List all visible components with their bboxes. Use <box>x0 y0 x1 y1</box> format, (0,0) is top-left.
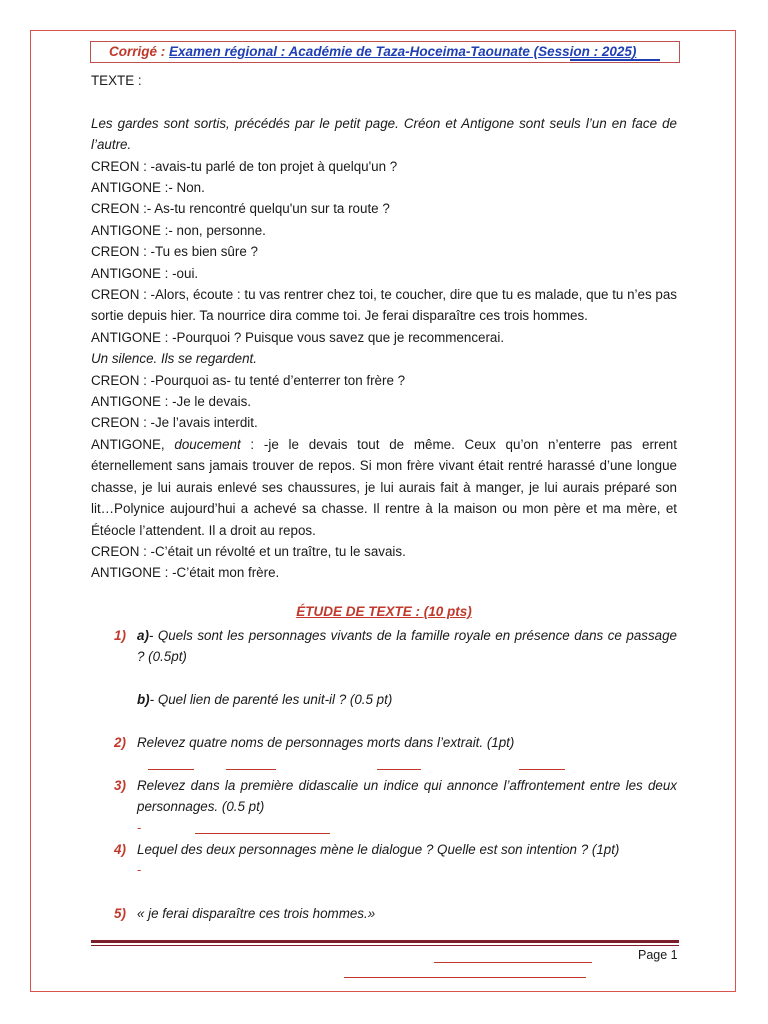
question-2 <box>91 732 677 753</box>
question-4-number: 4) <box>114 842 126 857</box>
question-1a-label: a) <box>137 628 149 643</box>
answer-line <box>226 769 276 770</box>
question-1a-text: - Quels sont les personnages vivants de la famille royale en présence dans ce passage ? (0.5pt) <box>137 628 677 665</box>
dialogue-line: ANTIGONE :- Non. <box>91 180 205 196</box>
dialogue-line: ANTIGONE : -Je le devais. <box>91 394 251 410</box>
question-4-text: Lequel des deux personnages mène le dialogue ? Quelle est son intention ? (1pt) <box>137 842 620 857</box>
header-prefix: Corrigé : <box>109 44 170 59</box>
dialogue-line: CREON : -Pourquoi as- tu tenté d’enterrer ton frère ? <box>91 372 406 388</box>
question-1-number: 1) <box>114 628 126 643</box>
question-5-text: « je ferai disparaître ces trois hommes.» <box>137 906 376 921</box>
question-5 <box>91 903 677 924</box>
answer-line <box>519 769 565 770</box>
answer-dash: - <box>137 862 142 877</box>
stage-direction-2: Un silence. Ils se regardent. <box>91 351 257 367</box>
header-underline <box>570 59 660 61</box>
question-4 <box>91 839 677 860</box>
question-3-text: Relevez dans la première didascalie un indice qui annonce l’affrontement entre les deux personnages. (0.5 pt) <box>137 778 677 815</box>
dialogue-line: CREON :- As-tu rencontré quelqu'un sur ta route ? <box>91 201 390 217</box>
text-label: TEXTE : <box>91 73 142 88</box>
question-5-number: 5) <box>114 906 126 921</box>
answer-line <box>434 962 592 963</box>
question-1b-label: b) <box>137 692 150 707</box>
study-section-title: ÉTUDE DE TEXTE : (10 pts) <box>296 604 472 619</box>
question-1b <box>91 689 677 710</box>
dialogue-line: ANTIGONE : -Pourquoi ? Puisque vous savez que je recommencerai. <box>91 329 505 345</box>
dialogue-creon-long: CREON : -Alors, écoute : tu vas rentrer chez toi, te coucher, dire que tu es malade, que tu n’es pas sortie depuis hier. Ta nourrice dira comme toi. Je ferai disparaître ces trois hommes. <box>91 287 677 324</box>
answer-line <box>344 977 586 978</box>
question-1b-text: - Quel lien de parenté les unit-il ? (0.5 pt) <box>149 692 393 707</box>
stage-direction-1: Les gardes sont sortis, précédés par le petit page. Créon et Antigone sont seuls l’un en face de l’autre. <box>91 115 677 153</box>
page-number: Page 1 <box>638 948 678 962</box>
answer-dash: - <box>137 820 142 835</box>
question-3-number: 3) <box>114 778 126 793</box>
dialogue-line: CREON : -avais-tu parlé de ton projet à quelqu'un ? <box>91 158 398 174</box>
dialogue-line: CREON : -C’était un révolté et un traître, tu le savais. <box>91 543 406 559</box>
question-2-text: Relevez quatre noms de personnages morts dans l’extrait. (1pt) <box>137 735 515 750</box>
footer-rule-thin <box>91 945 679 946</box>
dialogue-line: ANTIGONE : -oui. <box>91 265 199 281</box>
dialogue-line: CREON : -Je l’avais interdit. <box>91 415 258 431</box>
answer-line <box>377 769 421 770</box>
dialogue-line: ANTIGONE :- non, personne. <box>91 222 266 238</box>
question-2-number: 2) <box>114 735 126 750</box>
dialogue-antigone-long: ANTIGONE, doucement : -je le devais tout de même. Ceux qu’on n’enterre pas errent éternellement sans jamais trouver de repos. Si mon frère vivant était rentré harassé d’une longue chasse, je lui aurais enlevé ses chaussures, je lui aurais fait à manger, je lui aurais préparé son lit…Polynice aujourd’hui a achevé sa chasse. Il rentre à la maison ou mon père et ma mère, et Étéocle l’attendent. Il a droit au repos. <box>91 436 677 538</box>
answer-line <box>148 769 194 770</box>
answer-line <box>195 833 330 834</box>
text-body <box>91 70 677 584</box>
question-3 <box>91 775 677 818</box>
footer-rule <box>91 940 679 943</box>
header-title: Examen régional : Académie de Taza-Hoceima-Taounate (Session : 2025) <box>169 44 637 59</box>
dialogue-line: ANTIGONE : -C’était mon frère. <box>91 565 280 581</box>
dialogue-line: CREON : -Tu es bien sûre ? <box>91 244 258 260</box>
question-1 <box>91 625 677 668</box>
